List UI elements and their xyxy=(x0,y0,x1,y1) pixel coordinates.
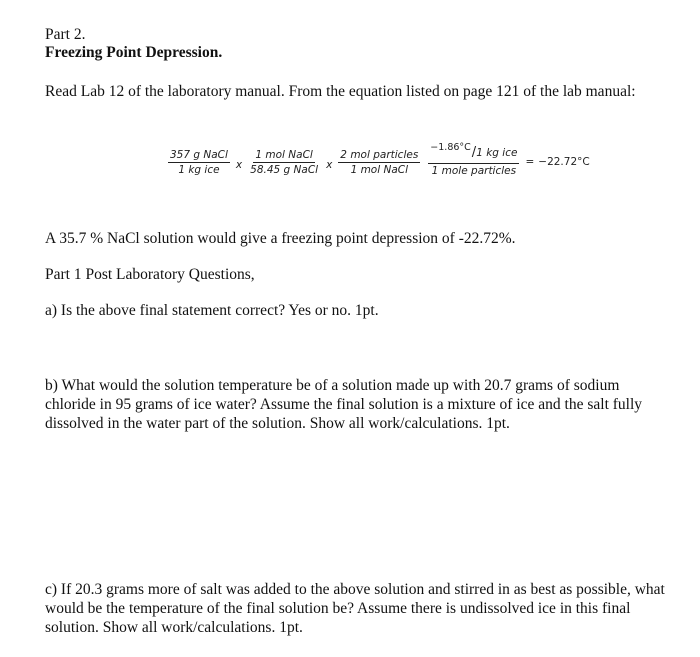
questions-heading: Part 1 Post Laboratory Questions, xyxy=(45,266,255,283)
kf-value: −1.86°C xyxy=(430,142,471,153)
question-a: a) Is the above final statement correct? Yes or no. 1pt. xyxy=(45,302,379,319)
part-heading: Part 2. xyxy=(45,26,86,43)
fraction-mol-per-gram xyxy=(248,149,320,176)
multiply-operator: x xyxy=(326,159,333,171)
fraction-numerator: 357 g NaCl xyxy=(170,148,228,161)
section-title: Freezing Point Depression. xyxy=(45,44,223,61)
fraction-numerator: 1 mol NaCl xyxy=(255,148,313,161)
question-b: b) What would the solution temperature be of a solution made up with 20.7 grams of sodium chloride in 95 grams of ice water? Assume the final solution is a mixture of ice and the salt fully dissolved in the water part of the solution. Show all work/calculations. 1pt. xyxy=(45,377,643,432)
freezing-point-equation xyxy=(166,140,590,184)
fraction-numerator: −1.86°C / 1 kg ice xyxy=(428,147,519,164)
fraction-denominator: 58.45 g NaCl xyxy=(250,163,319,176)
fraction-kf-constant xyxy=(428,142,519,177)
fraction-particles-per-mol xyxy=(338,149,420,176)
fraction-nacl-per-ice xyxy=(168,149,230,176)
fraction-denominator: 1 mol NaCl xyxy=(350,163,409,176)
equals-sign: = xyxy=(525,156,535,168)
intro-text: Read Lab 12 of the laboratory manual. From the equation listed on page 121 of the lab manual: xyxy=(45,83,636,100)
kf-unit: 1 kg ice xyxy=(476,147,518,159)
question-c: c) If 20.3 grams more of salt was added to the above solution and stirred in as best as possible, what would be the temperature of the final solution be? Assume there is undissolved ice in this final solution. Show all work/calculations. 1pt. xyxy=(45,581,665,636)
fraction-denominator: 1 mole particles xyxy=(431,165,517,177)
multiply-operator: x xyxy=(235,159,243,171)
equation-result: −22.72°C xyxy=(538,156,590,168)
statement-text: A 35.7 % NaCl solution would give a freezing point depression of -22.72%. xyxy=(45,230,516,247)
fraction-numerator: 2 mol particles xyxy=(340,148,419,161)
fraction-denominator: 1 kg ice xyxy=(178,163,220,176)
